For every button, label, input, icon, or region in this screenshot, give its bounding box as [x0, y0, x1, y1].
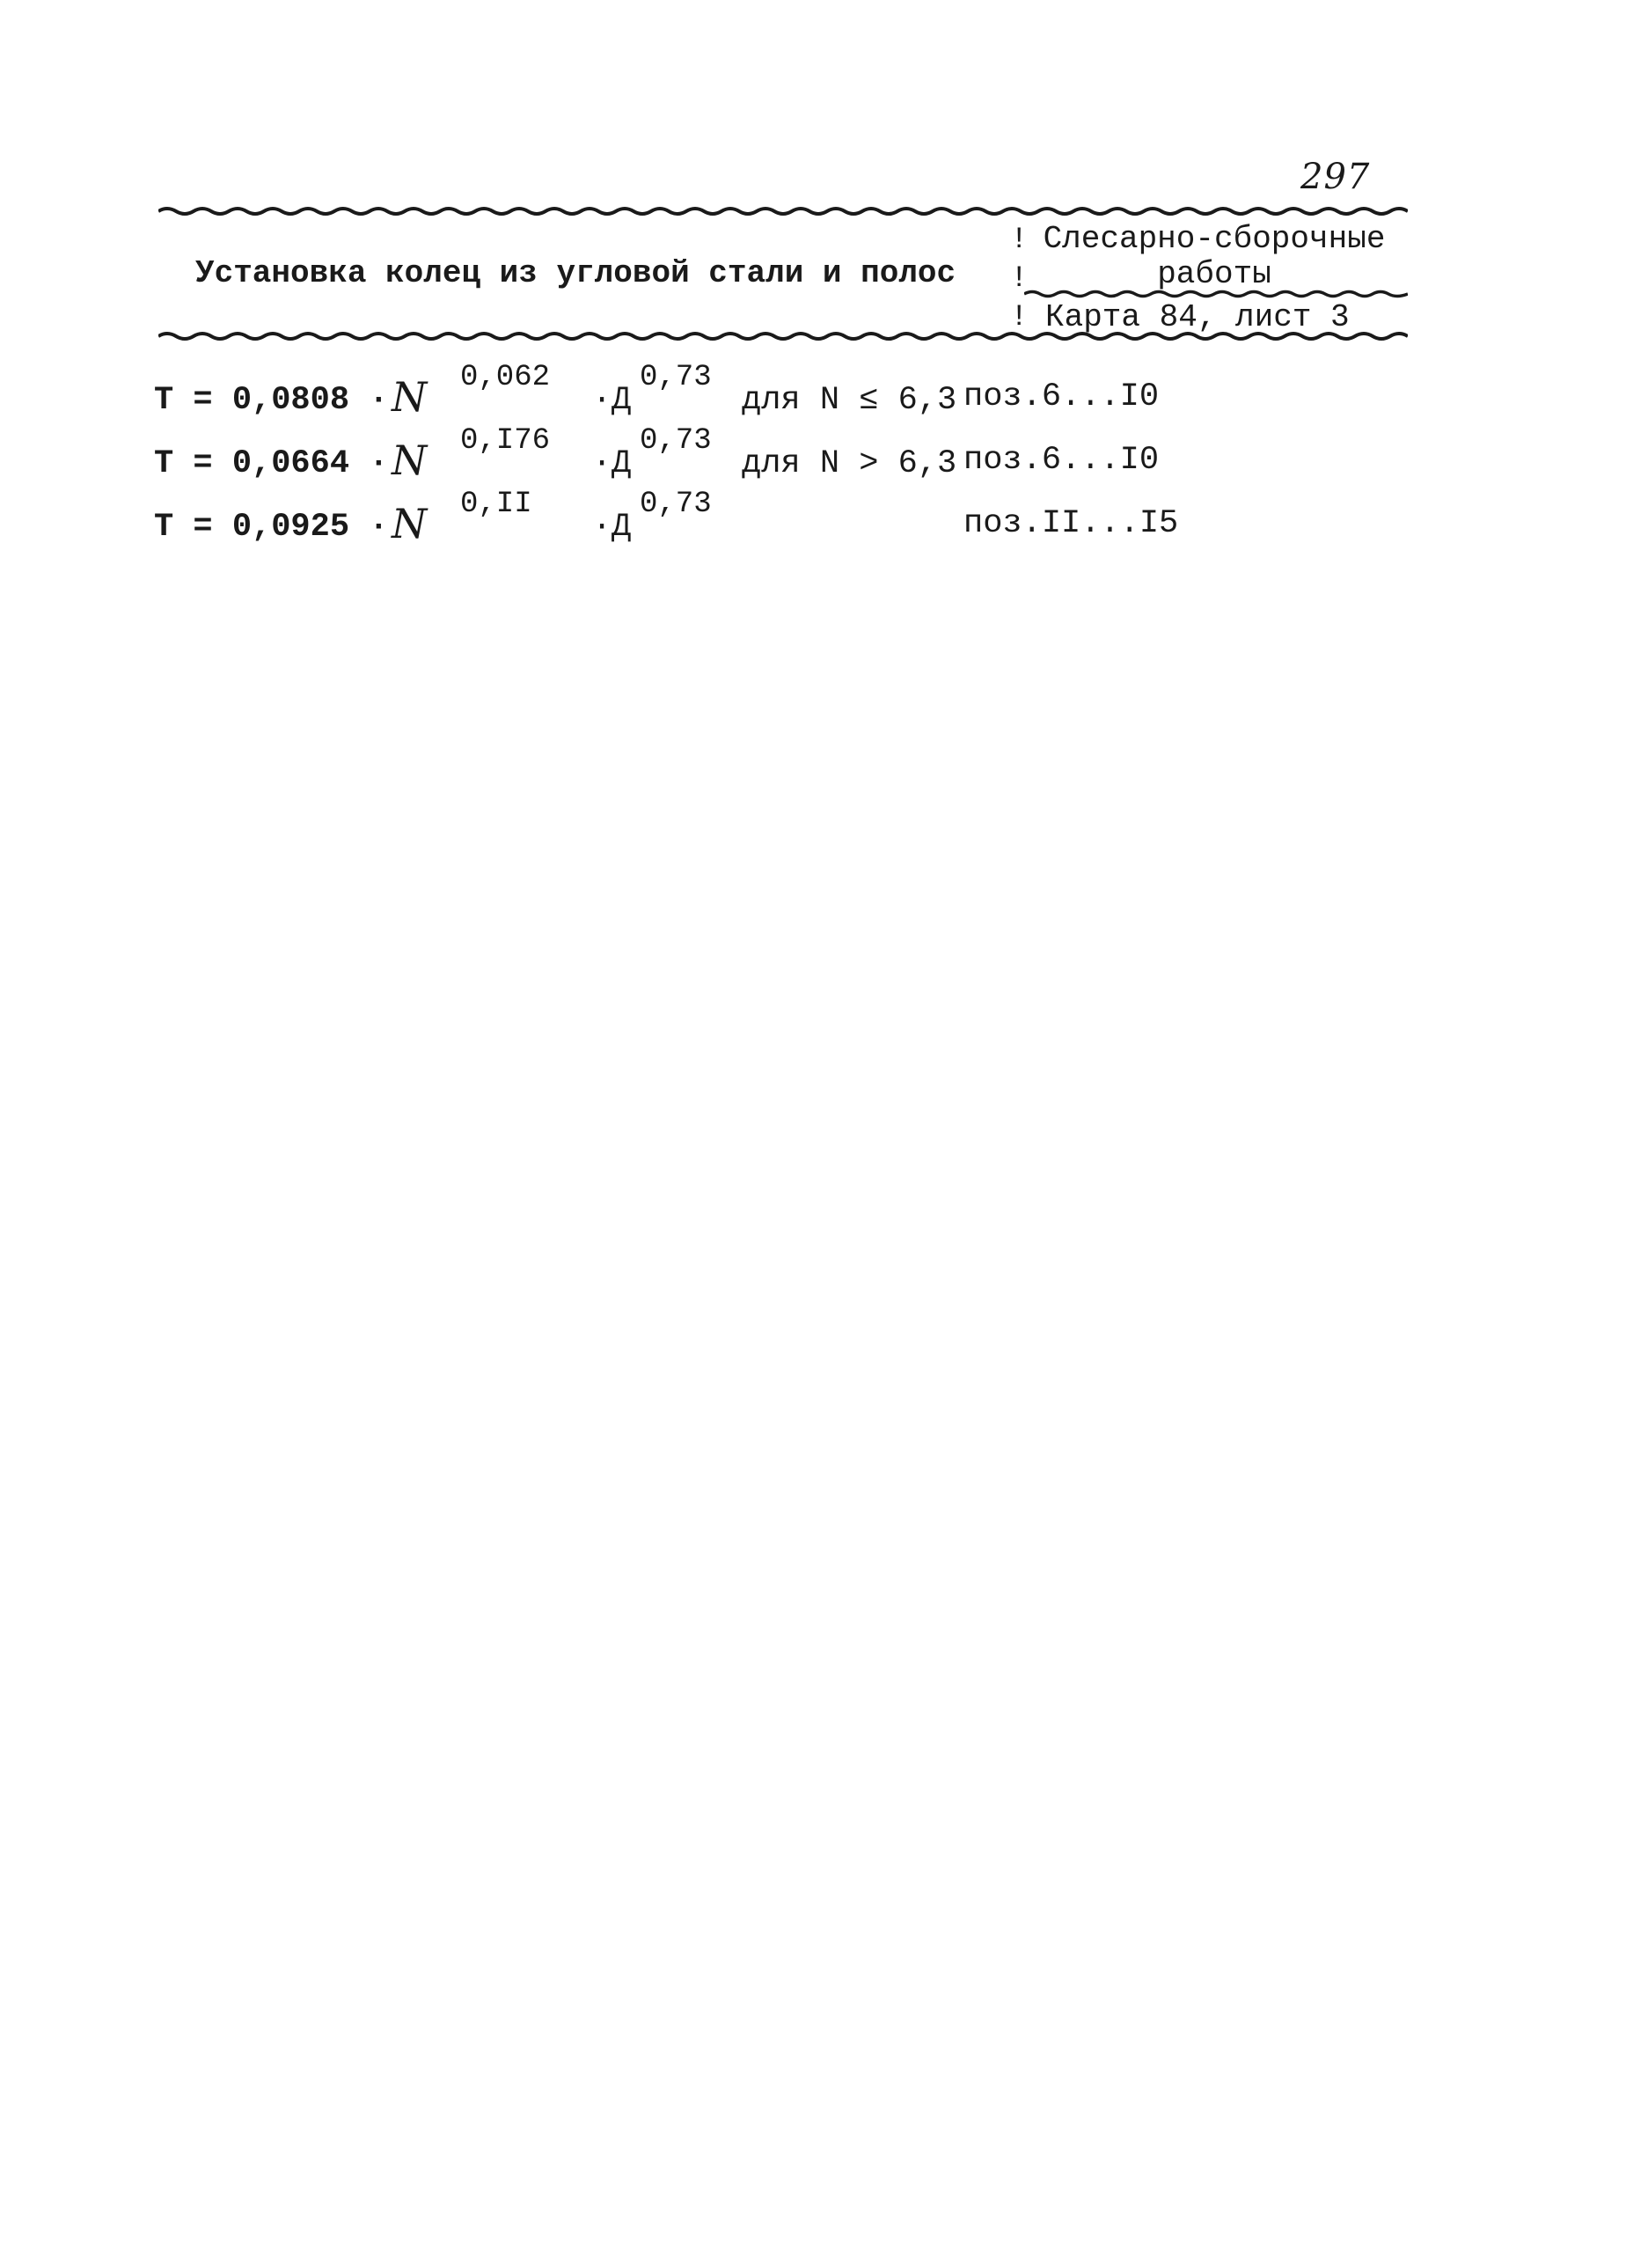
formula-row	[154, 361, 1403, 422]
top-divider	[158, 204, 1408, 218]
formula-exponent-d: 0,73	[640, 424, 712, 458]
formula-multiply-sign: ·	[592, 509, 612, 546]
header-section-block	[1010, 218, 1408, 333]
header-mid-divider	[1024, 289, 1408, 299]
formula-variable-n: N	[392, 500, 428, 547]
separator-mark: !	[1010, 262, 1029, 296]
section-name-line1: Слесарно-сборочные	[1043, 221, 1386, 257]
formula-lhs: Т = 0,0808 ·	[154, 382, 389, 419]
formula-positions: поз.6...I0	[963, 442, 1160, 479]
formula-exponent-d: 0,73	[640, 488, 712, 521]
formula-variable-n: N	[392, 437, 428, 484]
page-number: 297	[1300, 157, 1371, 197]
formula-variable-d: Д	[612, 445, 632, 482]
formula-row	[154, 424, 1403, 486]
formula-lhs: Т = 0,0664 ·	[154, 445, 389, 482]
bottom-divider	[158, 329, 1408, 343]
formula-positions: поз.II...I5	[963, 505, 1179, 542]
section-name-line2: работы	[1157, 256, 1271, 292]
formula-exponent-n: 0,I76	[460, 424, 551, 458]
card-sheet-label: Карта 84, лист 3	[1045, 299, 1350, 335]
separator-mark: !	[1010, 301, 1029, 334]
formula-exponent-n: 0,062	[460, 361, 551, 394]
formula-exponent-d: 0,73	[640, 361, 712, 394]
formula-positions: поз.6...I0	[963, 378, 1160, 415]
formula-condition: для N > 6,3	[742, 445, 957, 482]
formula-variable-n: N	[392, 373, 428, 421]
formula-exponent-n: 0,II	[460, 488, 532, 521]
formula-variable-d: Д	[612, 382, 632, 419]
formula-variable-d: Д	[612, 509, 632, 546]
header-title: Установка колец из угловой стали и полос	[195, 255, 956, 291]
formula-lhs: Т = 0,0925 ·	[154, 509, 389, 546]
section-name	[1029, 222, 1399, 292]
formula-multiply-sign: ·	[592, 445, 612, 482]
formula-multiply-sign: ·	[592, 382, 612, 419]
separator-mark: !	[1010, 224, 1029, 257]
formula-row	[154, 488, 1403, 549]
formula-condition: для N ≤ 6,3	[742, 382, 957, 419]
